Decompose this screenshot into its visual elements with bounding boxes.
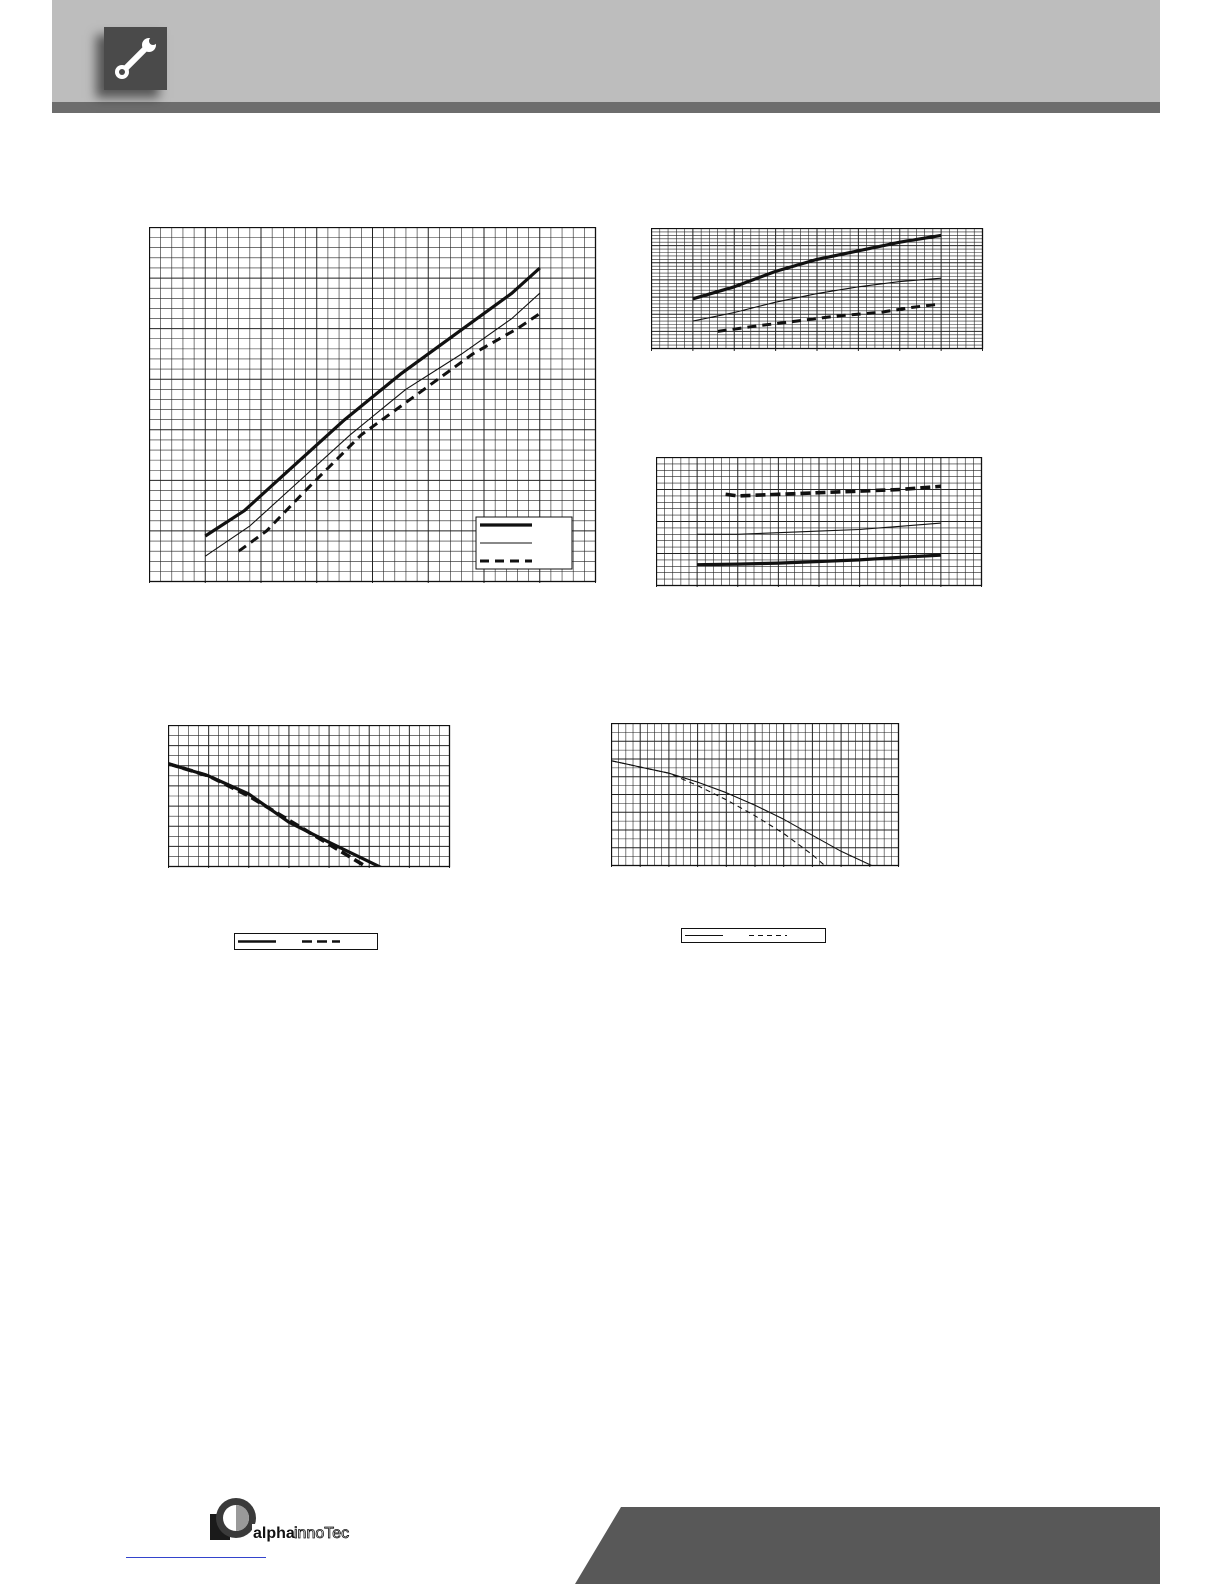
header-rule [52, 102, 1160, 113]
chart-power-consumption [651, 228, 984, 351]
svg-text:innoTec: innoTec [294, 1525, 350, 1542]
alpha-innotec-logo [208, 1494, 358, 1549]
chart-cop [656, 457, 983, 587]
svg-text:alpha: alpha [253, 1525, 295, 1542]
chart-grid [169, 726, 450, 867]
chart-legend [681, 928, 827, 944]
chart-legend [476, 517, 572, 569]
chart-legend [234, 933, 379, 951]
chart-pressure-loss-right [611, 723, 900, 867]
chart-grid [657, 458, 982, 586]
chart-pressure-loss-left [168, 725, 451, 868]
header-band [52, 0, 1160, 102]
wrench-icon [104, 27, 167, 90]
chart-grid [612, 724, 899, 866]
footer-link-underline [126, 1557, 266, 1558]
chart-heating-capacity [149, 227, 597, 583]
footer-band [575, 1507, 1160, 1584]
chart-grid [652, 229, 983, 349]
